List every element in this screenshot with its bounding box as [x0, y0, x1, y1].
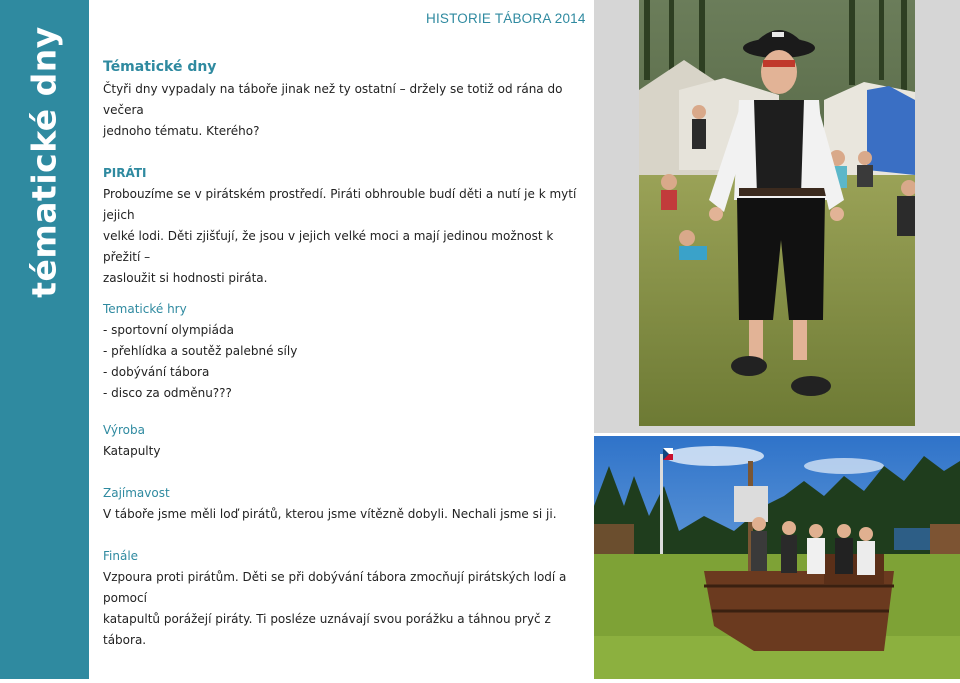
- pirates-heading: PIRÁTI: [103, 166, 147, 180]
- craft-text: Katapulty: [103, 444, 161, 458]
- ship-image: [594, 436, 960, 679]
- intro-line-2: jednoho tématu. Kterého?: [103, 124, 260, 138]
- pirates-line-1: Probouzíme se v pirátském prostředí. Piráti obhrouble budí děti a nutí je k mytí jejich: [103, 187, 577, 222]
- pirate-image: [639, 0, 915, 426]
- fact-text: V táboře jsme měli loď pirátů, kterou jsme vítězně dobyli. Nechali jsme si ji.: [103, 507, 557, 521]
- games-item-2: - přehlídka a soutěž palebné síly: [103, 344, 298, 358]
- finale-line-2: katapultů porážejí piráty. Ti posléze uznávají svou porážku a táhnou pryč z tábora.: [103, 612, 551, 647]
- games-item-1: - sportovní olympiáda: [103, 323, 234, 337]
- finale-line-1: Vzpoura proti pirátům. Děti se při dobývání tábora zmocňují pirátských lodí a pomocí: [103, 570, 567, 605]
- sidebar-title: tématické dny: [24, 26, 64, 298]
- fact-heading: Zajímavost: [103, 486, 170, 500]
- games-item-3: - dobývání tábora: [103, 365, 210, 379]
- pirates-line-3: zasloužit si hodnosti piráta.: [103, 271, 268, 285]
- sidebar: [0, 0, 89, 679]
- photo-ship: [594, 436, 960, 679]
- page-header: HISTORIE TÁBORA 2014: [426, 11, 586, 26]
- pirates-line-2: velké lodi. Děti zjišťují, že jsou v jejich velké moci a mají jedinou možnost k přežití –: [103, 229, 554, 264]
- craft-heading: Výroba: [103, 423, 145, 437]
- photo-pirate: [594, 0, 960, 433]
- main-content: [103, 57, 583, 651]
- games-heading: Tematické hry: [103, 302, 187, 316]
- finale-heading: Finále: [103, 549, 139, 563]
- intro-line-1: Čtyři dny vypadaly na táboře jinak než ty ostatní – držely se totiž od rána do večera: [103, 82, 563, 117]
- page-title: Tématické dny: [103, 59, 217, 75]
- games-item-4: - disco za odměnu???: [103, 386, 232, 400]
